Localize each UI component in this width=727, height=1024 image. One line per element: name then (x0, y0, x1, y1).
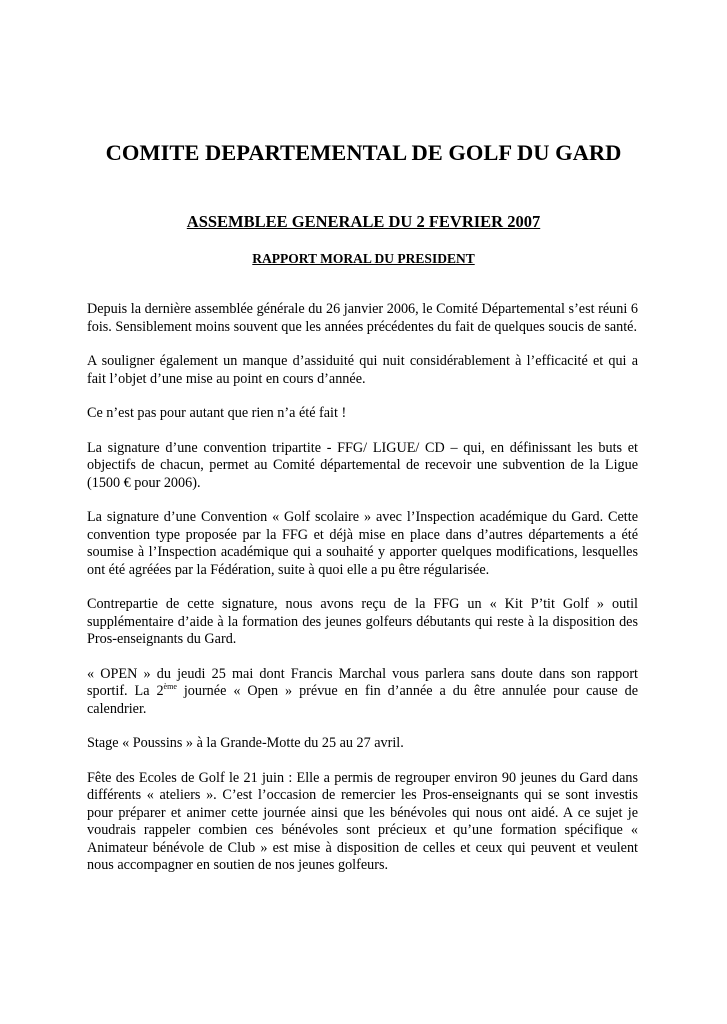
open-text-part1: « OPEN » du jeudi 25 mai dont Francis Marchal vous parlera sans doute dans son rapport sportif. La 2 (87, 665, 638, 699)
paragraph-assiduity: A souligner également un manque d’assiduité qui nuit considérablement à l’efficacité et qui a fait l’objet d’une mise au point en cours d’année. (87, 353, 638, 387)
paragraph-kit-ptit-golf: Contrepartie de cette signature, nous avons reçu de la FFG un « Kit P’tit Golf » outil supplémentaire d’aide à la formation des jeunes golfeurs débutants qui reste à la disposition des Pros-enseignants du Gard. (87, 596, 638, 647)
paragraph-meetings: Depuis la dernière assemblée générale du 26 janvier 2006, le Comité Départemental s’est réuni 6 fois. Sensiblement moins souvent que les années précédentes du fait de quelques soucis de santé. (87, 301, 638, 335)
assembly-heading: ASSEMBLEE GENERALE DU 2 FEVRIER 2007 (186, 212, 541, 231)
paragraph-convention-tripartite: La signature d’une convention tripartite - FFG/ LIGUE/ CD – qui, en définissant les buts et objectifs de chacun, permet au Comité départemental de recevoir une subvention de la Ligue (1500 € pour 2006). (87, 439, 638, 491)
open-text-part2: journée « Open » prévue en fin d’année a du être annulée pour cause de calendrier. (87, 683, 638, 717)
paragraph-golf-scolaire: La signature d’une Convention « Golf scolaire » avec l’Inspection académique du Gard. Cette convention type proposée par la FFG et déjà mise en place dans d’autres départements a été soumise à l’Inspection académique qui a souhaité y apporter quelques modifications, lesquelles ont été agréées par la Fédération, suite à quoi elle a pu être régularisée. (87, 509, 638, 578)
report-heading: RAPPORT MORAL DU PRESIDENT (252, 251, 475, 266)
open-superscript: ème (163, 682, 177, 691)
paragraph-fete-ecoles: Fête des Ecoles de Golf le 21 juin : Elle a permis de regrouper environ 90 jeunes du Gard dans différents « ateliers ». C’est l’occasion de remercier les Pros-enseignants qui se sont investis pour préparer et animer cette journée ainsi que les bénévoles qui nous ont aidé. A ce sujet je voudrais rappeler combien ces bénévoles sont précieux et qu’une formation spécifique « Animateur bénévole de Club » est mise à disposition de celles et ceux qui peuvent et veulent nous accompagner en soutien de nos jeunes golfeurs. (87, 769, 638, 873)
paragraph-stage-poussins: Stage « Poussins » à la Grande-Motte du 25 au 27 avril. (87, 735, 404, 751)
paragraph-open (87, 666, 638, 719)
report-body (87, 301, 638, 892)
paragraph-not-nothing: Ce n’est pas pour autant que rien n’a été fait ! (87, 405, 347, 421)
document-title: COMITE DEPARTEMENTAL DE GOLF DU GARD (105, 140, 622, 165)
